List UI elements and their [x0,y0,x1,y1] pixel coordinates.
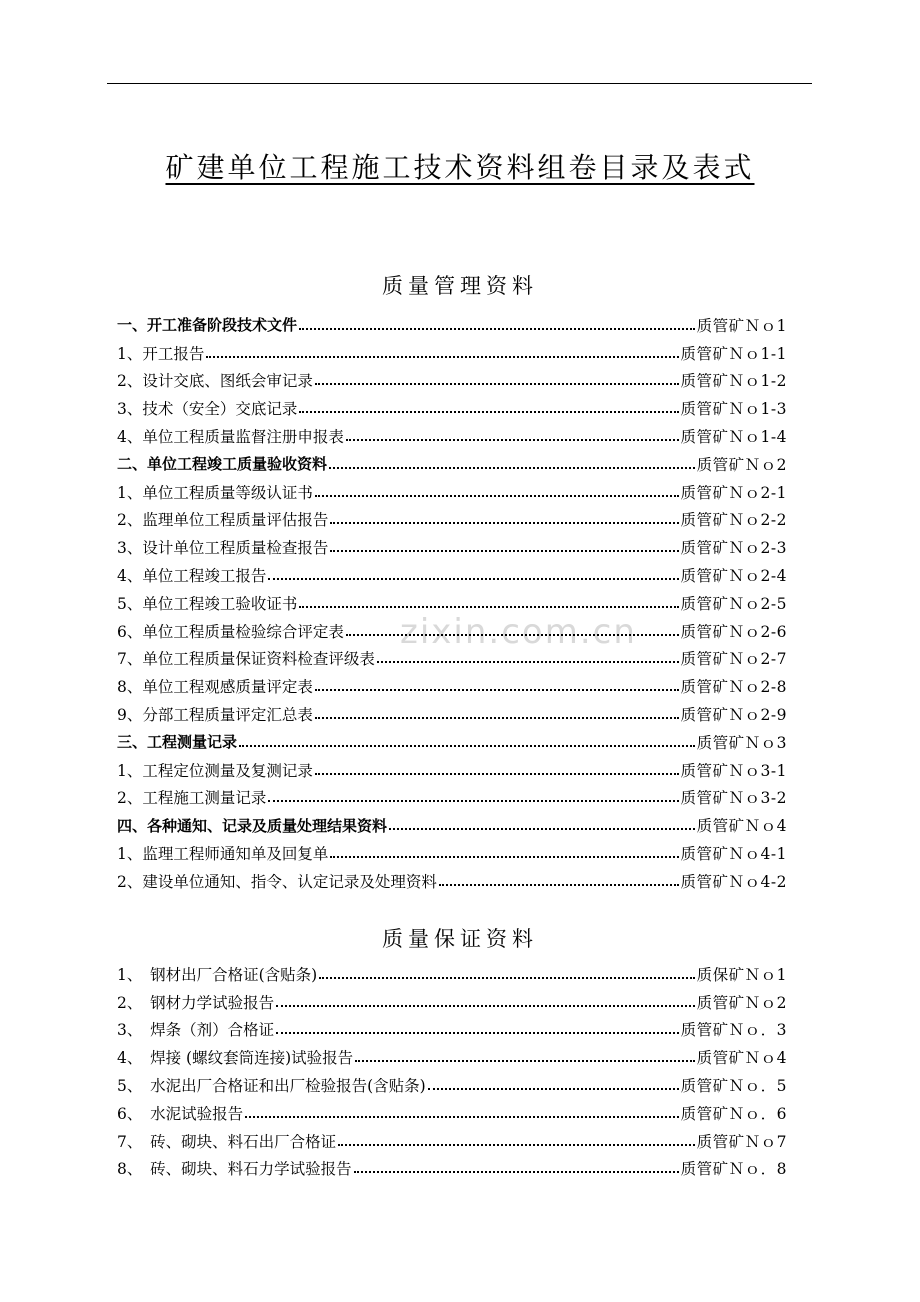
toc-entry-label: 7、单位工程质量保证资料检查评级表 [117,650,375,669]
dot-leader [439,884,679,886]
toc-entry-code: 质管矿Ｎｏ7 [696,1132,787,1151]
toc-entry [117,367,787,395]
header-rule [107,83,812,84]
toc-entry-code: 质管矿Ｎｏ4 [696,1049,787,1068]
dot-leader [276,1032,679,1034]
toc-entry-label: 8、 砖、砌块、料石力学试验报告 [117,1160,352,1179]
toc-entry [117,728,787,756]
toc-entry-label: 4、单位工程质量监督注册申报表 [117,428,344,447]
toc-entry [117,561,787,589]
toc-entry-code: 质管矿Ｎｏ．6 [680,1104,787,1123]
dot-leader [330,856,678,858]
section-heading-quality-management: 质量管理资料 [382,274,538,298]
dot-leader [268,800,678,802]
document-title: 矿建单位工程施工技术资料组卷目录及表式 [165,151,755,184]
toc-entry-code: 质管矿Ｎｏ2-1 [680,483,787,502]
toc-entry [117,811,787,839]
toc-entry-label: 3、 焊条（剂）合格证 [117,1021,275,1040]
toc-entry-code: 质管矿Ｎｏ．5 [680,1077,787,1096]
toc-entry [117,1016,787,1044]
dot-leader [428,1088,679,1090]
dot-leader [315,383,679,385]
toc-entry-label: 2、监理单位工程质量评估报告 [117,511,329,530]
toc-entry-label: 6、 水泥试验报告 [117,1104,244,1123]
dot-leader [346,634,679,636]
toc-entry-code: 质管矿Ｎｏ2-5 [680,594,787,613]
toc-entry-label: 4、 焊接 (螺纹套筒连接)试验报告 [117,1049,354,1068]
toc-entry-label: 2、建设单位通知、指令、认定记录及处理资料 [117,872,437,891]
toc-entry-code: 质管矿Ｎｏ3-1 [680,761,787,780]
toc-entry [117,422,787,450]
toc-entry-code: 质管矿Ｎｏ1-1 [680,344,787,363]
dot-leader [377,661,679,663]
dot-leader [338,1144,695,1146]
toc-entry-label: 8、单位工程观感质量评定表 [117,678,313,697]
toc-entry-label: 3、设计单位工程质量检查报告 [117,539,329,558]
dot-leader [319,977,694,979]
toc-entry [117,506,787,534]
toc-entry-label: 三、工程测量记录 [117,733,238,752]
toc-entry-label: 1、工程定位测量及复测记录 [117,761,313,780]
toc-entry [117,1071,787,1099]
toc-entry [117,589,787,617]
dot-leader [315,689,679,691]
toc-entry-label: 四、各种通知、记录及质量处理结果资料 [117,816,388,835]
toc-entry-code: 质管矿Ｎｏ3-2 [680,789,787,808]
dot-leader [268,578,678,580]
toc-entry [117,839,787,867]
toc-entry-label: 9、分部工程质量评定汇总表 [117,706,313,725]
toc-entry-label: 5、单位工程竣工验收证书 [117,594,298,613]
toc-entry-code: 质管矿Ｎｏ2 [696,993,787,1012]
dot-leader [206,356,678,358]
toc-entry [117,450,787,478]
toc-entry [117,700,787,728]
dot-leader [299,328,695,330]
toc-entry-code: 质管矿Ｎｏ1-4 [680,428,787,447]
toc-list-quality-management [117,311,787,895]
toc-entry [117,645,787,673]
toc-entry-label: 1、 钢材出厂合格证(含贴条) [117,965,318,984]
dot-leader [315,717,679,719]
toc-entry [117,784,787,812]
toc-entry-code: 质管矿Ｎｏ3 [696,733,787,752]
toc-entry-code: 质管矿Ｎｏ2-3 [680,539,787,558]
toc-entry-label: 2、工程施工测量记录 [117,789,267,808]
dot-leader [315,495,679,497]
toc-entry-label: 6、单位工程质量检验综合评定表 [117,622,344,641]
toc-entry-code: 质管矿Ｎｏ2-8 [680,678,787,697]
toc-entry-code: 质管矿Ｎｏ4-2 [680,872,787,891]
toc-entry-code: 质管矿Ｎｏ4 [696,817,787,836]
toc-entry-label: 2、 钢材力学试验报告 [117,993,275,1012]
toc-entry-code: 质管矿Ｎｏ．3 [680,1021,787,1040]
toc-entry-label: 5、 水泥出厂合格证和出厂检验报告(含贴条) [117,1077,426,1096]
toc-entry-code: 质管矿Ｎｏ2-7 [680,650,787,669]
dot-leader [276,1005,695,1007]
toc-entry [117,339,787,367]
dot-leader [315,773,679,775]
toc-entry-code: 质管矿Ｎｏ1-3 [680,400,787,419]
dot-leader [354,1171,679,1173]
toc-entry-code: 质管矿Ｎｏ2-9 [680,706,787,725]
dot-leader [329,467,695,469]
toc-entry [117,1155,787,1183]
toc-entry-label: 1、监理工程师通知单及回复单 [117,845,329,864]
toc-entry-code: 质保矿Ｎｏ1 [696,965,787,984]
dot-leader [330,522,678,524]
dot-leader [239,745,695,747]
dot-leader [330,550,678,552]
section-heading-quality-assurance: 质量保证资料 [382,927,538,951]
toc-entry [117,1099,787,1127]
dot-leader [299,606,678,608]
toc-list-quality-assurance [117,960,787,1182]
toc-entry-label: 7、 砖、砌块、料石出厂合格证 [117,1132,337,1151]
toc-entry-code: 质管矿Ｎｏ2-6 [680,622,787,641]
watermark: zixin.com.cn [400,612,637,652]
toc-entry-label: 1、开工报告 [117,344,205,363]
dot-leader [355,1060,694,1062]
toc-entry-label: 一、开工准备阶段技术文件 [117,316,298,335]
toc-entry [117,311,787,339]
dot-leader [299,411,678,413]
dot-leader [346,439,679,441]
toc-entry [117,1043,787,1071]
toc-entry [117,672,787,700]
toc-entry-label: 3、技术（安全）交底记录 [117,400,298,419]
toc-entry-label: 二、单位工程竣工质量验收资料 [117,455,328,474]
toc-entry [117,533,787,561]
toc-entry-code: 质管矿Ｎｏ2 [696,455,787,474]
toc-entry-label: 2、设计交底、图纸会审记录 [117,372,313,391]
toc-entry-label: 4、单位工程竣工报告 [117,567,267,586]
toc-entry-label: 1、单位工程质量等级认证书 [117,483,313,502]
toc-entry [117,960,787,988]
toc-entry [117,478,787,506]
toc-entry [117,1127,787,1155]
toc-entry-code: 质管矿Ｎｏ1 [696,316,787,335]
toc-entry [117,394,787,422]
dot-leader [245,1116,679,1118]
toc-entry [117,867,787,895]
toc-entry [117,617,787,645]
toc-entry [117,756,787,784]
toc-entry-code: 质管矿Ｎｏ．8 [680,1160,787,1179]
toc-entry-code: 质管矿Ｎｏ1-2 [680,372,787,391]
toc-entry-code: 质管矿Ｎｏ4-1 [680,845,787,864]
toc-entry-code: 质管矿Ｎｏ2-4 [680,567,787,586]
toc-entry [117,988,787,1016]
dot-leader [389,828,695,830]
toc-entry-code: 质管矿Ｎｏ2-2 [680,511,787,530]
